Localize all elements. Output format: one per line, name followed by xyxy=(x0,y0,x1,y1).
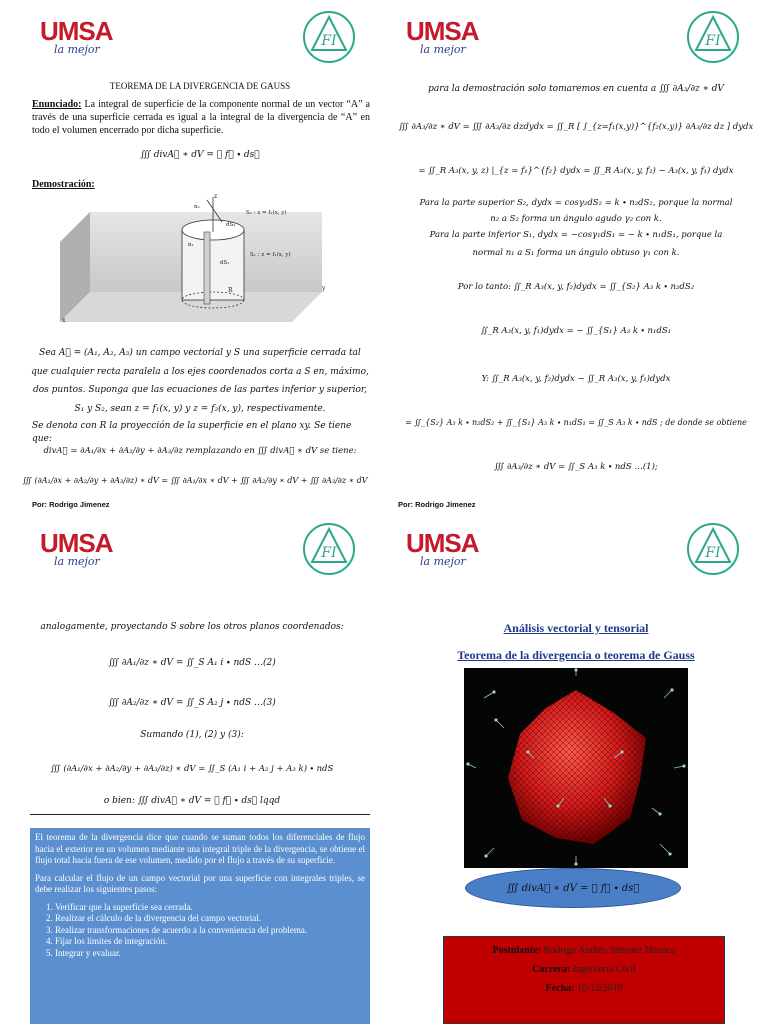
expand-formula: ∭ (∂A₁/∂x + ∂A₂/∂y + ∂A₃/∂z) ∗ dV = ∭ ∂A₁/∂x ∗ dV + ∭ ∂A₂/∂y ∗ dV + ∭ ∂A₃/∂z ∗ dV xyxy=(22,476,368,485)
umsa-logo xyxy=(40,530,130,576)
umsa-wordmark: UMSA xyxy=(40,16,113,46)
section-divider xyxy=(30,814,370,815)
sum-label: Sumando (1), (2) y (3): xyxy=(140,730,244,740)
figure-label-r: R xyxy=(228,287,233,294)
eq-lower-surface: ∬_R A₃(x, y, f₁)dydx = − ∬_{S₁} A₃ k ∙ n₁dS₁ xyxy=(480,326,672,336)
page-2 xyxy=(384,0,768,512)
gauss-formula-oval xyxy=(465,868,681,908)
step-item: 4. Fijar los límites de integración. xyxy=(55,936,365,948)
svg-text:FI: FI xyxy=(705,545,721,561)
enunciado-label: Enunciado: xyxy=(32,99,82,110)
figure-label-ds1: dS₁ xyxy=(220,260,230,266)
umsa-wordmark: UMSA xyxy=(406,16,479,46)
umsa-motto: la mejor xyxy=(420,43,466,56)
superior-line-1: Para la parte superior S₂, dydx = cosγ₂dS₂ = k ∙ n₂dS₂, porque la normal xyxy=(419,198,733,208)
carrera-line xyxy=(444,964,724,975)
inferior-line-2: normal n₁ a S₁ forma un ángulo obtuso γ₁ con k. xyxy=(472,248,680,258)
div-formula: divA⃗ = ∂A₁/∂x + ∂A₂/∂y + ∂A₃/∂z remplazando en ∭ divA⃗ ∗ dV se tiene: xyxy=(43,446,357,456)
superior-line-2: n₂ a S₂ forma un ángulo agudo γ₂ con k. xyxy=(490,214,662,224)
umsa-logo xyxy=(40,18,130,64)
figure-label-s1: S₁ : z = f₁(x, y) xyxy=(250,252,291,258)
steps-list xyxy=(35,902,365,960)
fi-logo-icon xyxy=(686,522,740,576)
carrera-value: Ingeniería Civil xyxy=(570,964,636,975)
demo-intro: para la demostración solo tomaremos en cuenta a ∭ ∂A₃/∂z ∗ dV xyxy=(428,84,724,94)
carrera-label: Carrera: xyxy=(532,964,571,975)
figure-label-n1: n₁ xyxy=(188,242,194,248)
figure-label-z: z xyxy=(214,193,218,200)
umsa-motto: la mejor xyxy=(420,555,466,568)
fecha-line xyxy=(444,983,724,994)
enunciado-paragraph xyxy=(32,98,370,137)
analog-intro: analogamente, proyectando S sobre los otros planos coordenados: xyxy=(40,622,344,632)
summary-paragraph-1: El teorema de la divergencia dice que cuando se suman todos los diferenciales de flujo hacia el exterior en un volumen mediante una integral triple de la divergencia, se obtiene el flujo total hacia fuera de ese volumen, medido por el flujo a través de su superficie. xyxy=(35,832,365,865)
inferior-line-1: Para la parte inferior S₁, dydx = −cosγ₁dS₁ = − k ∙ n₁dS₁, porque la xyxy=(429,230,723,240)
course-title: Análisis vectorial y tensorial xyxy=(503,621,649,635)
umsa-logo xyxy=(406,530,496,576)
eq-difference: Y: ∬_R A₃(x, y, f₂)dydx − ∬_R A₃(x, y, f₁)dydx xyxy=(481,374,671,384)
figure-label-x: x xyxy=(62,317,66,324)
eq-sum: ∭ (∂A₁/∂x + ∂A₂/∂y + ∂A₃/∂z) ∗ dV = ∬_S (A₁ i + A₂ j + A₃ k) ∙ ndS xyxy=(50,764,334,774)
divergence-illustration xyxy=(464,668,688,868)
eq-result-2: ∭ ∂A₁/∂z ∗ dV = ∬_S A₁ i ∙ ndS …(2) xyxy=(108,658,276,668)
eq-combined: = ∬_{S₂} A₃ k ∙ n₂dS₂ + ∬_{S₁} A₃ k ∙ n₁dS₁ = ∬_S A₃ k ∙ ndS ; de donde se obtiene xyxy=(405,418,747,427)
fecha-value: 10/12/2019 xyxy=(574,983,623,994)
surface-figure xyxy=(60,192,332,324)
eq-evaluated: = ∬_R A₃(x, y, z) |_{z = f₁}^{f₂} dydx = ∬_R A₃(x, y, f₂) − A₃(x, y, f₁) dydx xyxy=(418,166,734,176)
eq-final: o bien: ∭ divA⃗ ∗ dV = ∯ f⃗ ∙ ds⃗ lqqd xyxy=(103,796,281,806)
umsa-wordmark: UMSA xyxy=(40,528,113,558)
figure-label-y: y xyxy=(322,285,326,292)
svg-text:FI: FI xyxy=(705,33,721,49)
main-formula: ∭ divA⃗ ∗ dV = ∯ f⃗ ∙ ds⃗ xyxy=(140,150,260,160)
fi-logo-icon xyxy=(302,522,356,576)
author-signature: Por: Rodrigo Jimenez xyxy=(398,500,476,509)
page-1 xyxy=(0,0,384,512)
author-info-box xyxy=(443,936,725,1024)
gauss-formula: ∭ divA⃗ ∗ dV = ∯ f⃗ ∙ ds⃗ xyxy=(506,882,640,894)
eq-upper-surface: Por lo tanto: ∬_R A₃(x, y, f₂)dydx = ∬_{S₂} A₃ k ∙ n₂dS₂ xyxy=(457,282,695,292)
postulante-value: Rodrigo Andrés Jimenez Huanca xyxy=(540,945,676,956)
para-projection: Se denota con R la proyección de la superficie en el plano xy. Se tiene que: xyxy=(32,421,352,444)
umsa-wordmark: UMSA xyxy=(406,528,479,558)
postulante-line xyxy=(444,945,724,956)
postulante-label: Postulante: xyxy=(492,945,541,956)
demostracion-label: Demostración: xyxy=(32,179,95,190)
step-item: 5. Integrar y evaluar. xyxy=(55,948,365,960)
figure-label-s2: S₂ : z = f₂(x, y) xyxy=(246,210,287,216)
step-item: 3. Realizar transformaciones de acuerdo a la conveniencia del problema. xyxy=(55,925,365,937)
figure-label-n2: n₂ xyxy=(194,204,200,210)
summary-paragraph-2: Para calcular el flujo de un campo vectorial por una superficie con integrales triples, se debe realizar los siguientes pasos: xyxy=(35,872,365,894)
eq-result-3: ∭ ∂A₂/∂z ∗ dV = ∬_S A₂ j ∙ ndS …(3) xyxy=(108,698,276,708)
fecha-label: Fecha: xyxy=(545,983,575,994)
step-item: 2. Realizar el cálculo de la divergencia del campo vectorial. xyxy=(55,913,365,925)
author-signature: Por: Rodrigo Jimenez xyxy=(32,500,110,509)
svg-text:FI: FI xyxy=(321,33,337,49)
step-item: 1. Verificar que la superficie sea cerrada. xyxy=(55,902,365,914)
para-field-definition: Sea A⃗ = (A₁, A₂, A₃) un campo vectorial y S una superficie cerrada tal que cualquier recta paralela a los ejes coordenados corta a S en, máximo, dos puntos. Suponga que las ecuaciones de las partes inferior y superior, S₁ y S₂, sean z = f₁(x, y) y z = f₂(x, y), respectivamente. xyxy=(31,348,369,414)
enunciado-text: La integral de superficie de la componente normal de un vector “A” a través de una superficie cerrada es igual a la integral de la divergencia de “A” en todo el volumen encerrado por dicha superficie. xyxy=(32,99,370,136)
topic-title: Teorema de la divergencia o teorema de Gauss xyxy=(457,648,695,662)
umsa-motto: la mejor xyxy=(54,43,100,56)
svg-text:FI: FI xyxy=(321,545,337,561)
umsa-motto: la mejor xyxy=(54,555,100,568)
umsa-logo xyxy=(406,18,496,64)
theorem-title: TEOREMA DE LA DIVERGENCIA DE GAUSS xyxy=(109,81,291,91)
fi-logo-icon xyxy=(686,10,740,64)
figure-label-ds2: dS₂ xyxy=(226,222,236,228)
eq-result-1: ∭ ∂A₃/∂z ∗ dV = ∬_S A₃ k ∙ ndS …(1); xyxy=(494,462,658,472)
eq-iterated-integral: ∭ ∂A₃/∂z ∗ dV = ∭ ∂A₃/∂z dzdydx = ∬_R [ ∫_{z=f₁(x,y)}^{f₂(x,y)} ∂A₃/∂z dz ] dydx xyxy=(398,122,754,132)
summary-box xyxy=(30,828,370,1024)
fi-logo-icon xyxy=(302,10,356,64)
